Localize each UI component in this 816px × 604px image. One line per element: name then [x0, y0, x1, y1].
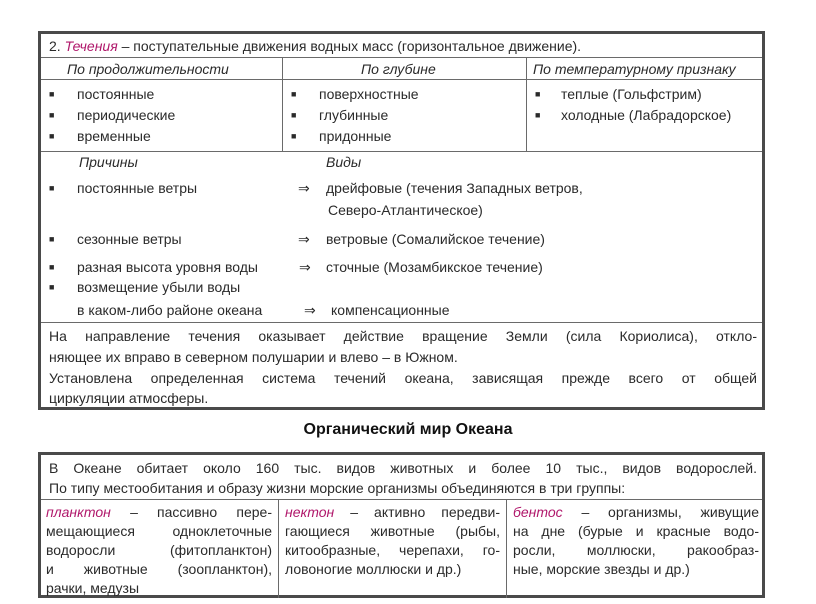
intro-line: По типу местообитания и образу жизни морские организмы объединяются в три группы: — [49, 480, 626, 496]
divider — [41, 79, 762, 80]
group-line: гающиеся животные (рыбы, — [285, 523, 500, 539]
list-item: периодические — [77, 107, 176, 123]
type-text: компенсационные — [331, 302, 450, 318]
group-line: мещающиеся одноклеточные — [46, 523, 272, 539]
cause-text: возмещение убыли воды — [77, 279, 241, 295]
list-item: временные — [77, 128, 151, 144]
column-divider — [526, 57, 527, 151]
group-term-nekton: нектон — [285, 504, 335, 520]
type-text: дрейфовые (течения Западных ветров, — [326, 180, 583, 196]
bullet: ■ — [49, 262, 55, 272]
group-line: и животные (зоопланктон), — [46, 561, 272, 577]
cause-text: разная высота уровня воды — [77, 259, 258, 275]
divider — [41, 151, 762, 152]
group-line: росли, моллюски, ракообраз- — [513, 542, 759, 558]
column-divider — [506, 499, 507, 598]
group-term-plankton: планктон — [46, 504, 111, 520]
type-text: сточные (Мозамбикское течение) — [326, 259, 543, 275]
bullet: ■ — [535, 89, 541, 99]
heading-term: Течения — [64, 38, 118, 54]
type-text: ветровые (Сомалийское течение) — [326, 231, 545, 247]
list-item: глубинные — [319, 107, 389, 123]
group-text: – активно передви- — [350, 504, 501, 520]
group-line: водоросли (фитопланктон) — [46, 542, 272, 558]
group-text: – организмы, живущие — [581, 504, 760, 520]
column-divider — [282, 57, 283, 151]
divider — [41, 499, 762, 500]
bullet: ■ — [291, 110, 297, 120]
group-line: китообразные, черепахи, го- — [285, 542, 500, 558]
bullet: ■ — [49, 282, 55, 292]
arrow-icon: ⇒ — [298, 180, 310, 196]
section-title: Органический мир Океана — [303, 421, 513, 438]
bullet: ■ — [49, 89, 55, 99]
cause-text: в каком-либо районе океана — [77, 302, 263, 318]
col-header-duration: По продолжительности — [67, 61, 229, 77]
group-text: – пассивно пере- — [130, 504, 272, 520]
note-line: Установлена определенная система течений океана, зависящая прежде всего от общей — [49, 370, 757, 386]
group-line — [46, 502, 272, 522]
group-term-benthos: бентос — [513, 504, 563, 520]
currents-table — [38, 31, 765, 410]
list-item: теплые (Гольфстрим) — [561, 86, 702, 102]
bullet: ■ — [49, 183, 55, 193]
bullet: ■ — [49, 131, 55, 141]
intro-line: В Океане обитает около 160 тыс. видов животных и более 10 тыс., видов водорослей. — [49, 460, 757, 476]
bullet: ■ — [49, 110, 55, 120]
currents-heading — [49, 37, 581, 55]
bullet: ■ — [291, 131, 297, 141]
heading-rest: – поступательные движения водных масс (горизонтальное движение). — [121, 38, 582, 54]
list-item: придонные — [319, 128, 392, 144]
col-header-temperature: По температурному признаку — [533, 61, 736, 77]
group-line: ные, морские звезды и др.) — [513, 561, 690, 577]
list-item: холодные (Лабрадорское) — [561, 107, 732, 123]
group-line: рачки, медузы — [46, 580, 140, 596]
list-item: постоянные — [77, 86, 155, 102]
organic-table — [38, 452, 765, 598]
types-header: Виды — [326, 154, 362, 170]
bullet: ■ — [291, 89, 297, 99]
col-header-depth: По глубине — [361, 61, 436, 77]
note-line: На направление течения оказывает действие вращение Земли (сила Кориолиса), откло- — [49, 328, 757, 344]
cause-text: постоянные ветры — [77, 180, 198, 196]
note-line: няющее их вправо в северном полушарии и влево – в Южном. — [49, 349, 458, 365]
arrow-icon: ⇒ — [304, 302, 316, 318]
heading-number: 2. — [49, 38, 61, 54]
group-line — [513, 502, 759, 522]
column-divider — [278, 499, 279, 598]
arrow-icon: ⇒ — [298, 231, 310, 247]
causes-header: Причины — [79, 154, 138, 170]
divider — [41, 57, 762, 58]
divider — [41, 322, 762, 323]
bullet: ■ — [535, 110, 541, 120]
cause-text: сезонные ветры — [77, 231, 182, 247]
list-item: поверхностные — [319, 86, 419, 102]
note-line: циркуляции атмосферы. — [49, 390, 209, 406]
group-line — [285, 502, 500, 522]
group-line: на дне (бурые и красные водо- — [513, 523, 759, 539]
type-text: Северо-Атлантическое) — [328, 202, 483, 218]
arrow-icon: ⇒ — [299, 259, 311, 275]
bullet: ■ — [49, 234, 55, 244]
group-line: ловоногие моллюски и др.) — [285, 561, 462, 577]
